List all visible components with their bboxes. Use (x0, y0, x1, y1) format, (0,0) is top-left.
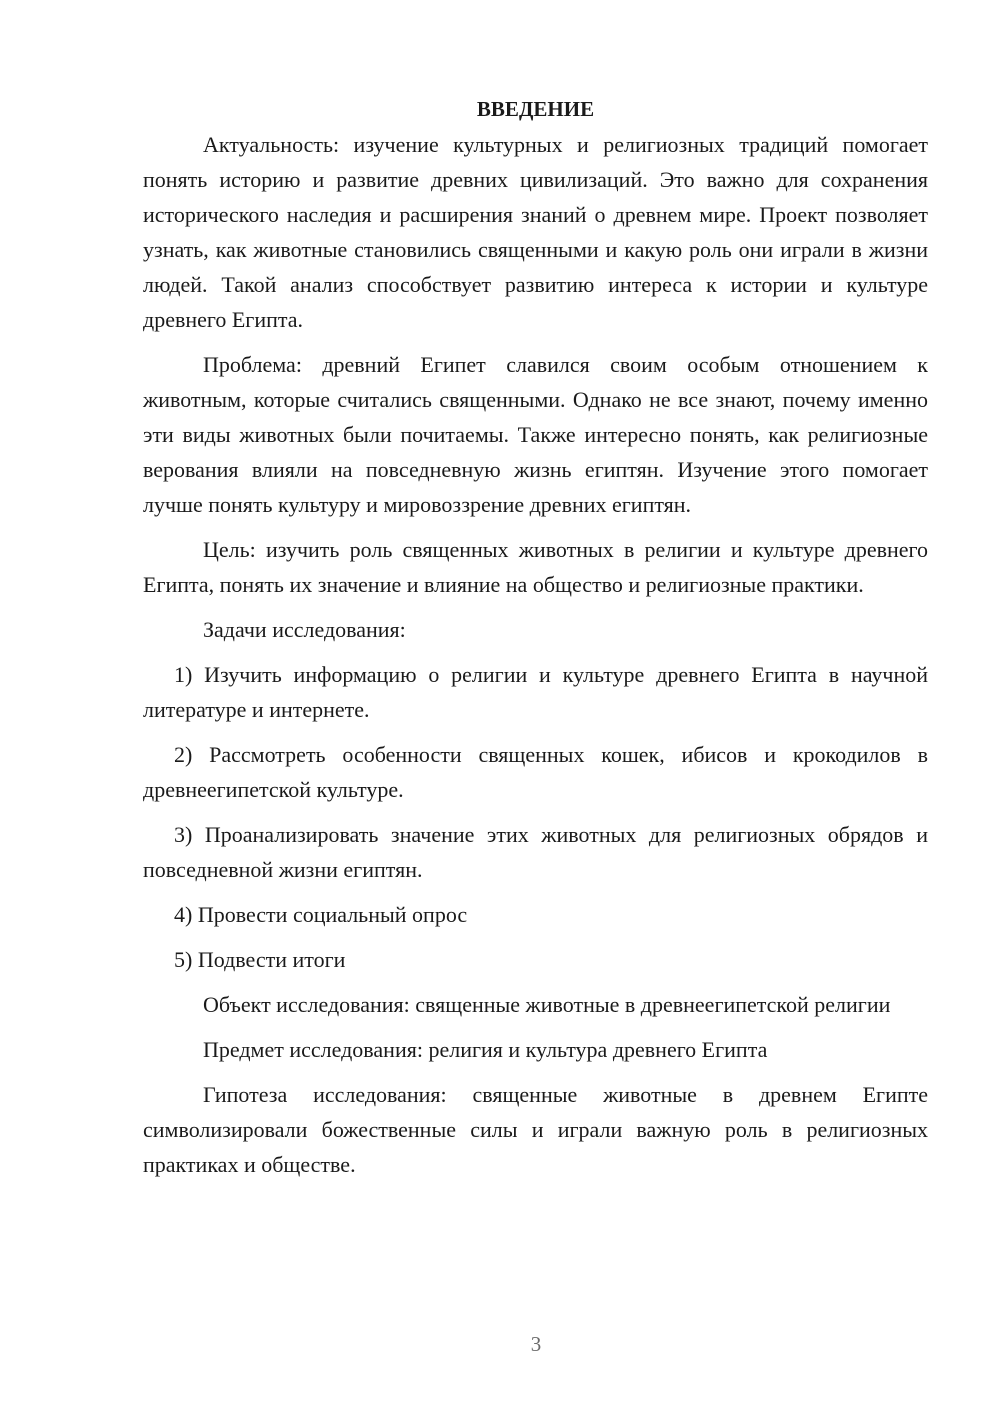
task-item: 1) Изучить информацию о религии и культуре древнего Египта в научной литературе и интернете. (143, 662, 928, 722)
task-item: 5) Подвести итоги (174, 947, 346, 972)
page-number: 3 (530, 1332, 542, 1356)
problem-paragraph: Проблема: древний Египет славился своим особым отношением к животным, которые считались священными. Однако не все знают, почему именно эти виды животных были почитаемы. Также интересно понять, как религиозные верования влияли на повседневную жизнь египтян. Изучение этого помогает лучше понять культуру и мировоззрение древних египтян. (143, 352, 928, 517)
page-content (143, 92, 928, 1192)
task-item: 3) Проанализировать значение этих животных для религиозных обрядов и повседневной жизни египтян. (143, 822, 928, 882)
goal-paragraph: Цель: изучить роль священных животных в религии и культуре древнего Египта, понять их значение и влияние на общество и религиозные практики. (143, 537, 928, 597)
object-paragraph: Объект исследования: священные животные в древнеегипетской религии (203, 992, 891, 1017)
section-title: ВВЕДЕНИЕ (476, 97, 595, 121)
task-item: 2) Рассмотреть особенности священных кошек, ибисов и крокодилов в древнеегипетской культуре. (143, 742, 928, 802)
relevance-paragraph: Актуальность: изучение культурных и религиозных традиций помогает понять историю и развитие древних цивилизаций. Это важно для сохранения исторического наследия и расширения знаний о древнем мире. Проект позволяет узнать, как животные становились священными и какую роль они играли в жизни людей. Такой анализ способствует развитию интереса к истории и культуре древнего Египта. (143, 132, 928, 332)
hypothesis-paragraph: Гипотеза исследования: священные животные в древнем Египте символизировали божественные силы и играли важную роль в религиозных практиках и обществе. (143, 1082, 928, 1177)
tasks-heading: Задачи исследования: (203, 617, 406, 642)
subject-paragraph: Предмет исследования: религия и культура древнего Египта (203, 1037, 768, 1062)
task-item: 4) Провести социальный опрос (174, 902, 468, 927)
